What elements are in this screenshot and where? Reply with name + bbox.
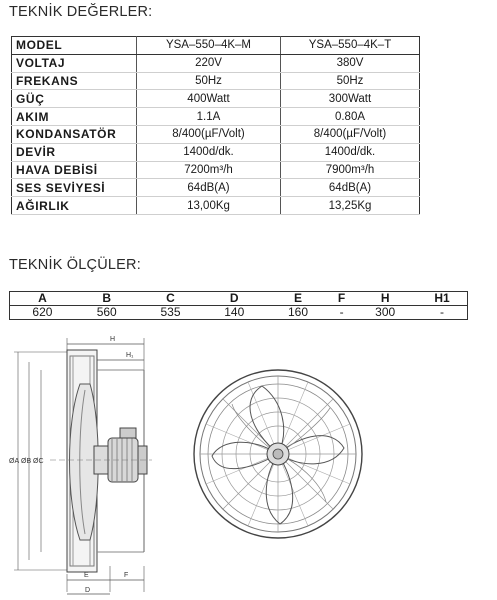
technical-values-title: TEKNİK DEĞERLER: [9, 4, 153, 20]
row-col1: 220V [137, 54, 281, 72]
row-label: DEVİR [12, 143, 137, 161]
dim-header-h1: H1 [417, 292, 467, 306]
row-col1: 13,00Kg [137, 197, 281, 215]
specifications-table [11, 36, 420, 215]
row-col2: 7900m³/h [281, 161, 420, 179]
dim-header-h: H [353, 292, 417, 306]
row-label: FREKANS [12, 72, 137, 90]
row-label: AKIM [12, 108, 137, 126]
row-col1: 7200m³/h [137, 161, 281, 179]
table-row [12, 125, 420, 143]
row-col2: 64dB(A) [281, 179, 420, 197]
row-label: SES SEVİYESİ [12, 179, 137, 197]
technical-dimensions-title: TEKNİK ÖLÇÜLER: [9, 257, 141, 273]
dim-value-f: - [339, 305, 344, 319]
front-view-drawing [194, 370, 362, 538]
table-row [12, 197, 420, 215]
table-header-row [12, 37, 420, 55]
dim-label-b: ØB [21, 458, 32, 465]
row-label: AĞIRLIK [12, 197, 137, 215]
model-col1: YSA–550–4K–M [137, 37, 281, 55]
dimensions-values-row [10, 306, 468, 320]
dim-header-b: B [75, 292, 139, 306]
table-row [12, 161, 420, 179]
dim-label-h1: H₁ [126, 352, 134, 359]
model-label: MODEL [12, 37, 137, 55]
row-label: VOLTAJ [12, 54, 137, 72]
row-col1: 1400d/dk. [137, 143, 281, 161]
table-row [12, 179, 420, 197]
row-label: GÜÇ [12, 90, 137, 108]
dim-label-h: H [110, 336, 116, 343]
row-col2: 50Hz [281, 72, 420, 90]
row-col2: 8/400(µF/Volt) [281, 125, 420, 143]
row-col1: 64dB(A) [137, 179, 281, 197]
table-row [12, 54, 420, 72]
technical-drawing [0, 330, 497, 600]
model-col2: YSA–550–4K–T [281, 37, 420, 55]
dim-value-h1: - [440, 305, 445, 319]
row-col1: 8/400(µF/Volt) [137, 125, 281, 143]
table-row [12, 72, 420, 90]
row-col2: 380V [281, 54, 420, 72]
dim-value-c: 535 [160, 305, 181, 319]
dim-header-f: F [330, 292, 353, 306]
dim-value-a: 620 [32, 305, 53, 319]
dim-header-c: C [139, 292, 203, 306]
dimensions-table [9, 291, 468, 320]
row-col1: 400Watt [137, 90, 281, 108]
dim-value-b: 560 [96, 305, 117, 319]
dim-label-d: D [85, 587, 91, 594]
dim-header-d: D [202, 292, 266, 306]
table-row [12, 90, 420, 108]
dim-label-e: E [84, 572, 89, 579]
dim-value-e: 160 [288, 305, 309, 319]
row-col2: 300Watt [281, 90, 420, 108]
table-row [12, 108, 420, 126]
dim-label-a: ØA [9, 458, 20, 465]
row-col2: 1400d/dk. [281, 143, 420, 161]
dimensions-header-row [10, 292, 468, 306]
table-row [12, 143, 420, 161]
row-col2: 13,25Kg [281, 197, 420, 215]
row-label: KONDANSATÖR [12, 125, 137, 143]
dim-label-f: F [124, 572, 129, 579]
side-view-drawing [14, 338, 152, 594]
dim-label-c: ØC [33, 458, 44, 465]
row-col1: 1.1A [137, 108, 281, 126]
dim-header-a: A [10, 292, 75, 306]
row-label: HAVA DEBİSİ [12, 161, 137, 179]
dim-value-h: 300 [375, 305, 396, 319]
row-col2: 0.80A [281, 108, 420, 126]
row-col1: 50Hz [137, 72, 281, 90]
dim-value-d: 140 [224, 305, 245, 319]
dim-header-e: E [266, 292, 330, 306]
